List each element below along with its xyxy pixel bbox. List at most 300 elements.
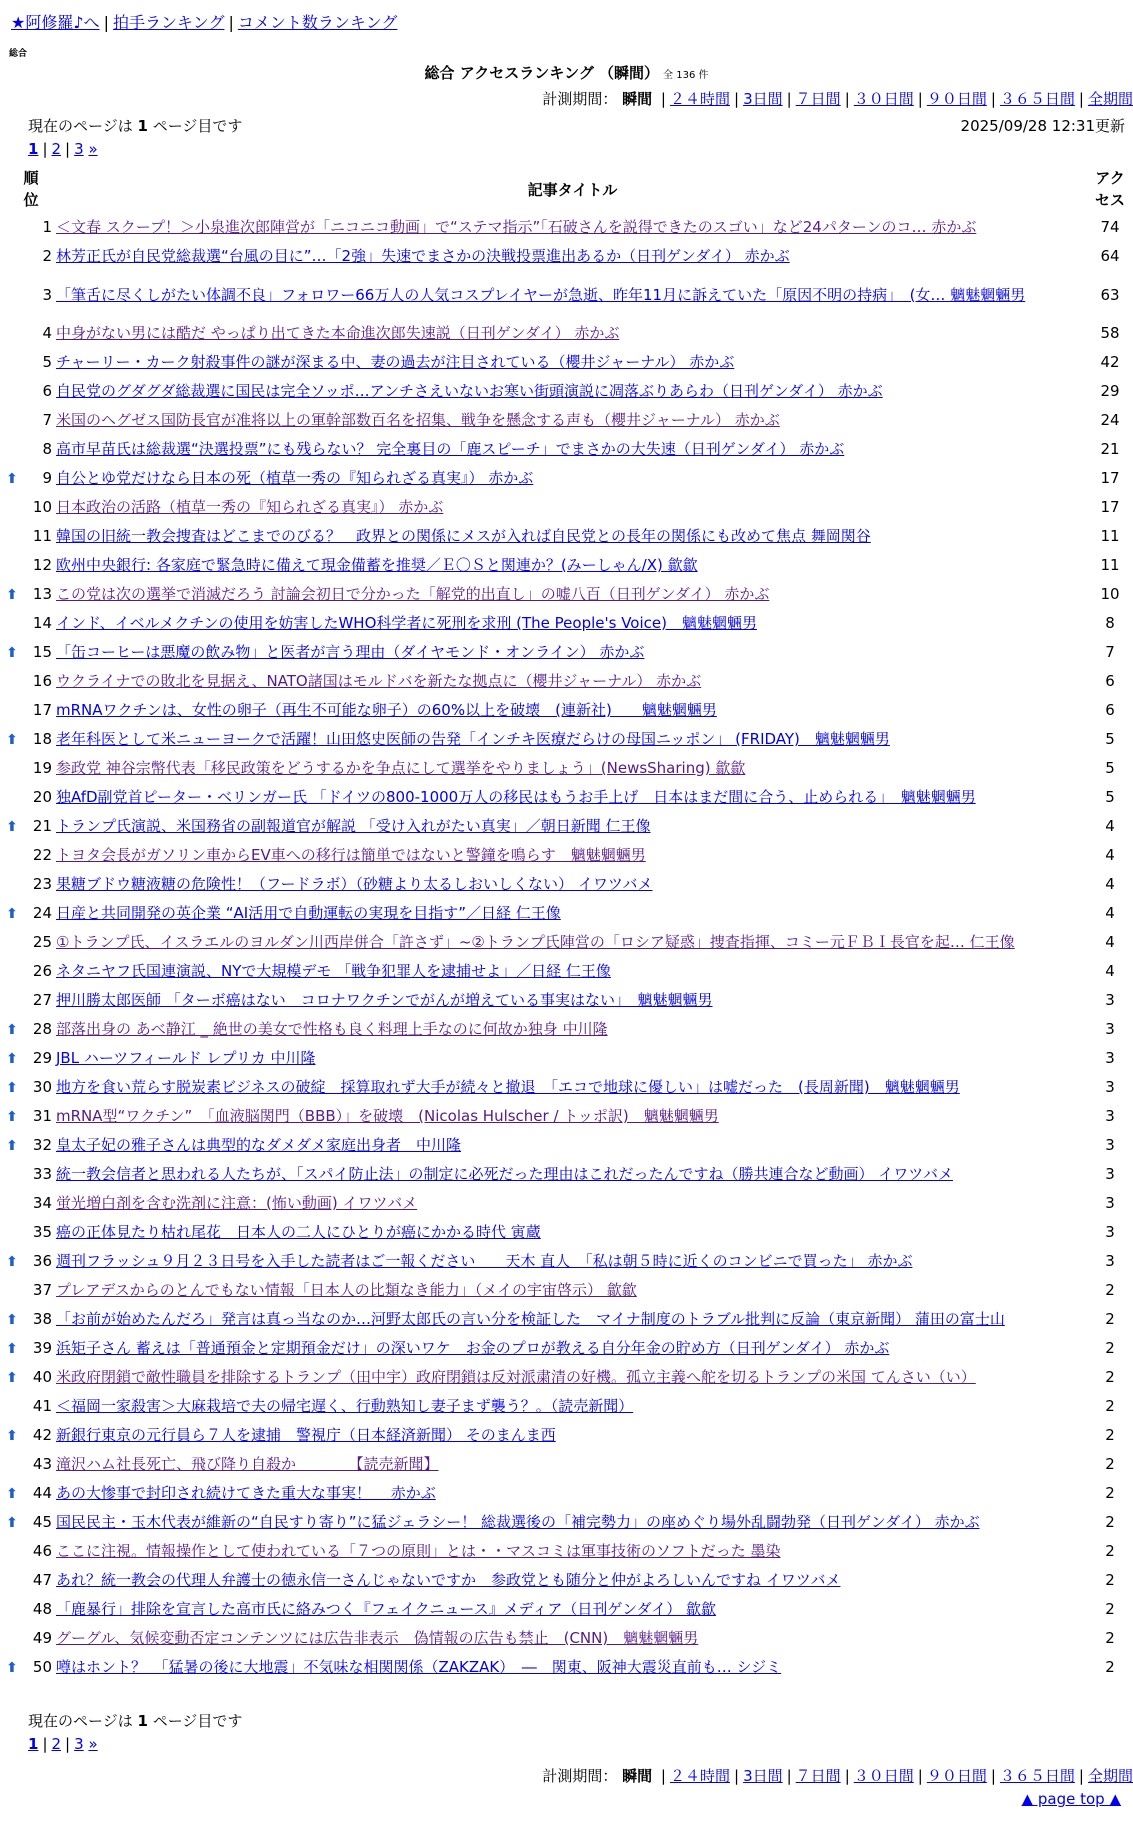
table-row	[6, 1073, 1131, 1102]
pager-separator: |	[65, 1735, 71, 1753]
rank-number: 19	[32, 759, 52, 777]
access-count: 4	[1105, 962, 1115, 980]
access-count: 2	[1105, 1658, 1115, 1676]
access-count: 2	[1105, 1310, 1115, 1328]
access-count: 3	[1105, 1020, 1115, 1038]
table-row	[6, 522, 1131, 551]
access-count: 4	[1105, 933, 1115, 951]
table-row	[6, 406, 1131, 435]
period-link[interactable]: ３６５日間	[999, 1767, 1075, 1785]
table-row	[6, 1160, 1131, 1189]
title-cell	[56, 1247, 1089, 1276]
table-row	[6, 1334, 1131, 1363]
title-cell	[56, 1537, 1089, 1566]
title-cell	[56, 957, 1089, 986]
rank-number: 42	[32, 1426, 52, 1444]
table-row	[6, 1189, 1131, 1218]
article-link[interactable]: あれ？統一教会の代理人弁護士の徳永信一さんじゃないですか 参政党とも随分と仲がよろしいんですね イワツバメ	[56, 1571, 841, 1589]
article-link[interactable]: 滝沢ハム社長死亡、飛び降り自殺か 【読売新聞】	[56, 1455, 439, 1473]
period-link[interactable]: ３０日間	[853, 90, 914, 108]
trend-cell	[6, 406, 18, 435]
page-indicator-suffix: ページ目です	[147, 117, 243, 135]
rank-number: 1	[42, 218, 52, 236]
access-count: 3	[1105, 1078, 1115, 1096]
period-link[interactable]: ９０日間	[926, 90, 987, 108]
comment-ranking-link[interactable]: コメント数ランキング	[237, 13, 398, 32]
up-arrow-icon: ⬆	[6, 1079, 18, 1096]
rank-number: 25	[32, 933, 52, 951]
article-link[interactable]: 部落出身の あべ静江 _ 絶世の美女で性格も良く料理上手なのに何故か独身 中川隆	[56, 1020, 608, 1038]
article-link[interactable]: mRNA型“ワクチン” 「血液脳関門（BBB）」を破壊 (Nicolas Hulscher / トッポ訳) 魑魅魍魎男	[56, 1107, 719, 1125]
access-count: 64	[1100, 247, 1120, 265]
table-row	[6, 1566, 1131, 1595]
title-cell	[56, 1334, 1089, 1363]
table-row	[6, 667, 1131, 696]
rank-number: 10	[32, 498, 52, 516]
header-access: アクセス	[1094, 169, 1125, 209]
up-arrow-icon: ⬆	[6, 1021, 18, 1038]
title-cell	[56, 1653, 1089, 1682]
trend-cell	[6, 638, 18, 667]
trend-cell	[6, 580, 18, 609]
trend-cell	[6, 1479, 18, 1508]
article-link[interactable]: 日産と共同開発の英企業 “AI活用で自動運転の実現を目指す”／日経 仁王像	[56, 904, 561, 922]
up-arrow-icon: ⬆	[6, 1514, 18, 1531]
trend-cell	[6, 928, 18, 957]
table-row	[6, 271, 1131, 319]
updated-timestamp: 2025/09/28 12:31更新	[960, 117, 1125, 135]
title-cell	[56, 1131, 1089, 1160]
trend-cell	[6, 725, 18, 754]
title-cell	[56, 1392, 1089, 1421]
rank-number: 45	[32, 1513, 52, 1531]
period-separator: |	[1078, 90, 1084, 108]
pager-next-link[interactable]: »	[88, 1735, 98, 1753]
rank-number: 31	[32, 1107, 52, 1125]
title-cell	[56, 406, 1089, 435]
trend-cell	[6, 271, 18, 319]
article-link[interactable]: この党は次の選挙で消滅だろう 討論会初日で分かった「解党的出直し」の嘘八百（日刊ゲンダイ） 赤かぶ	[56, 585, 770, 603]
access-count: 4	[1105, 875, 1115, 893]
pager-separator: |	[65, 140, 71, 158]
access-count: 17	[1100, 469, 1120, 487]
trend-cell	[6, 1015, 18, 1044]
article-link[interactable]: 韓国の旧統一教会捜査はどこまでのびる？ 政界との関係にメスが入れば自民党との長年の関係にも改めて焦点 舞岡関谷	[56, 527, 871, 545]
access-count: 3	[1105, 1252, 1115, 1270]
title-cell	[56, 1624, 1089, 1653]
article-link[interactable]: 中身がない男には酷だ やっぱり出てきた本命進次郎失速説（日刊ゲンダイ） 赤かぶ	[56, 324, 620, 342]
title-cell	[56, 493, 1089, 522]
access-count: 74	[1100, 218, 1120, 236]
period-link[interactable]: 3日間	[743, 1767, 783, 1785]
access-count: 2	[1105, 1600, 1115, 1618]
title-cell	[56, 522, 1089, 551]
table-row	[6, 1537, 1131, 1566]
period-link[interactable]: 全期間	[1087, 90, 1133, 108]
access-count: 2	[1105, 1513, 1115, 1531]
table-row	[6, 1247, 1131, 1276]
article-link[interactable]: 高市早苗氏は総裁選“決選投票”にも残らない？ 完全裏目の「鹿スピーチ」でまさかの大失速（日刊ゲンダイ） 赤かぶ	[56, 440, 845, 458]
table-row	[6, 1508, 1131, 1537]
rank-number: 15	[32, 643, 52, 661]
page-indicator-suffix: ページ目です	[147, 1712, 243, 1730]
access-count: 42	[1100, 353, 1120, 371]
article-link[interactable]: 米政府閉鎖で敵性職員を排除するトランプ（田中宇）政府閉鎖は反対派粛清の好機。孤立主義へ舵を切るトランプの米国 てんさい（い）	[56, 1368, 976, 1386]
article-link[interactable]: チャーリー・カーク射殺事件の謎が深まる中、妻の過去が注目されている（櫻井ジャーナル） 赤かぶ	[56, 353, 735, 371]
up-arrow-icon: ⬆	[6, 1050, 18, 1067]
table-row	[6, 1131, 1131, 1160]
table-row	[6, 551, 1131, 580]
page-title	[0, 62, 1133, 83]
period-link[interactable]: ７日間	[795, 1767, 841, 1785]
trend-cell	[6, 986, 18, 1015]
access-count: 29	[1100, 382, 1120, 400]
trend-cell	[6, 377, 18, 406]
access-count: 21	[1100, 440, 1120, 458]
access-count: 17	[1100, 498, 1120, 516]
table-row	[6, 986, 1131, 1015]
title-cell	[56, 1479, 1089, 1508]
rank-number: 43	[32, 1455, 52, 1473]
table-row	[6, 1305, 1131, 1334]
clap-ranking-link[interactable]: 拍手ランキング	[112, 13, 225, 32]
rank-number: 35	[32, 1223, 52, 1241]
table-row	[6, 725, 1131, 754]
article-link[interactable]: 皇太子妃の雅子さんは典型的なダメダメ家庭出身者 中川隆	[56, 1136, 462, 1154]
rank-number: 7	[42, 411, 52, 429]
trend-cell	[6, 1102, 18, 1131]
period-link[interactable]: 3日間	[743, 90, 783, 108]
trend-cell	[6, 213, 18, 242]
trend-cell	[6, 1595, 18, 1624]
access-count: 4	[1105, 904, 1115, 922]
page-indicator-bottom	[28, 1710, 242, 1731]
article-count: 全 136 件	[663, 70, 709, 81]
up-arrow-icon: ⬆	[6, 1427, 18, 1444]
trend-cell	[6, 841, 18, 870]
trend-cell	[6, 870, 18, 899]
pager-page-link[interactable]: 3	[74, 1735, 84, 1753]
title-cell	[56, 986, 1089, 1015]
period-link[interactable]: ２４時間	[669, 90, 730, 108]
table-header	[6, 165, 1131, 213]
rank-number: 9	[42, 469, 52, 487]
article-link[interactable]: 「筆舌に尽くしがたい体調不良」フォロワー66万人の人気コスプレイヤーが急逝、昨年11月に訴えていた「原因不明の持病」 (女… 魑魅魍魎男	[56, 285, 1026, 304]
period-links	[657, 90, 1133, 108]
period-current: 瞬間	[622, 90, 653, 108]
trend-cell	[6, 812, 18, 841]
table-row	[6, 1363, 1131, 1392]
rank-number: 30	[32, 1078, 52, 1096]
rank-number: 16	[32, 672, 52, 690]
period-separator: |	[734, 90, 740, 108]
access-count: 2	[1105, 1397, 1115, 1415]
trend-cell	[6, 1653, 18, 1682]
pager-current-page[interactable]: 1	[28, 1735, 39, 1753]
title-cell	[56, 1189, 1089, 1218]
page-top-link[interactable]: ▲ page top ▲	[1021, 1790, 1121, 1808]
article-link[interactable]: インド、イベルメクチンの使用を妨害したWHO科学者に死刑を求刑 (The People's Voice) 魑魅魍魎男	[56, 614, 757, 632]
title-cell	[56, 841, 1089, 870]
article-link[interactable]: 「鹿暴行」排除を宣言した高市氏に絡みつく『フェイクニュース』メディア（日刊ゲンダイ） 歙歙	[56, 1600, 716, 1618]
pager-separator: |	[42, 140, 48, 158]
home-link[interactable]: ★阿修羅♪へ	[11, 13, 100, 32]
trend-cell	[6, 1247, 18, 1276]
trend-cell	[6, 551, 18, 580]
title-cell	[56, 377, 1089, 406]
rank-number: 14	[32, 614, 52, 632]
article-link[interactable]: プレアデスからのとんでもない情報「日本人の比類なき能力」（メイの宇宙啓示） 歙歙	[56, 1281, 637, 1299]
pager-current-page[interactable]: 1	[28, 140, 39, 158]
article-link[interactable]: 地方を食い荒らす脱炭素ビジネスの破綻 採算取れず大手が続々と撤退 「エコで地球に優しい」は嘘だった (長周新聞) 魑魅魍魎男	[56, 1078, 960, 1096]
pager-next-link[interactable]: »	[88, 140, 98, 158]
rank-number: 2	[42, 247, 52, 265]
access-count: 4	[1105, 846, 1115, 864]
article-link[interactable]: ＜福岡一家殺害＞大麻栽培で夫の帰宅遅く、行動熟知し妻子まず襲う？。（読売新聞）	[56, 1397, 634, 1415]
period-link[interactable]: ７日間	[795, 90, 841, 108]
article-link[interactable]: 参政党 神谷宗幣代表「移民政策をどうするかを争点にして選挙をやりましょう」(NewsSharing) 歙歙	[56, 759, 746, 777]
access-count: 2	[1105, 1281, 1115, 1299]
up-arrow-icon: ⬆	[6, 586, 18, 603]
title-cell	[56, 928, 1089, 957]
article-link[interactable]: 自公とゆ党だけなら日本の死（植草一秀の『知られざる真実』） 赤かぶ	[56, 469, 534, 487]
article-link[interactable]: ここに注視。情報操作として使われている「７つの原則」とは・・マスコミは軍事技術のソフトだった 墨染	[56, 1542, 781, 1560]
period-separator: |	[844, 1767, 850, 1785]
article-link[interactable]: 噂はホント？ 「猛暑の後に大地震」不気味な相関関係（ZAKZAK） ― 関東、阪神大震災直前も… シジミ	[56, 1658, 782, 1676]
trend-cell	[6, 754, 18, 783]
title-cell	[56, 580, 1089, 609]
table-row	[6, 928, 1131, 957]
article-link[interactable]: トランプ氏演説、米国務省の副報道官が解説 「受け入れがたい真実」／朝日新聞 仁王像	[56, 817, 651, 835]
trend-cell	[6, 522, 18, 551]
period-separator: |	[786, 1767, 792, 1785]
access-count: 7	[1105, 643, 1115, 661]
article-link[interactable]: 果糖ブドウ糖液糖の危険性！（フードラボ）（砂糖より太るしおいしくない） イワツバメ	[56, 875, 653, 893]
pager-bottom	[28, 1735, 98, 1753]
table-row	[6, 696, 1131, 725]
title-cell	[56, 754, 1089, 783]
article-link[interactable]: グーグル、気候変動否定コンテンツには広告非表示 偽情報の広告も禁止 (CNN) 魑魅魍魎男	[56, 1629, 699, 1647]
table-row	[6, 1218, 1131, 1247]
article-link[interactable]: 「お前が始めたんだろ」発言は真っ当なのか…河野太郎氏の言い分を検証した マイナ制度のトラブル批判に反論（東京新聞） 蒲田の富士山	[56, 1310, 1005, 1328]
period-separator: |	[844, 90, 850, 108]
period-link[interactable]: 全期間	[1087, 1767, 1133, 1785]
access-count: 8	[1105, 614, 1115, 632]
trend-cell	[6, 464, 18, 493]
page-indicator-prefix: 現在のページは	[28, 1712, 138, 1730]
trend-cell	[6, 1450, 18, 1479]
title-cell	[56, 1450, 1089, 1479]
trend-cell	[6, 1363, 18, 1392]
rank-number: 8	[42, 440, 52, 458]
table-row	[6, 242, 1131, 271]
table-row	[6, 580, 1131, 609]
trend-cell	[6, 1218, 18, 1247]
title-cell	[56, 1044, 1089, 1073]
article-link[interactable]: 欧州中央銀行: 各家庭で緊急時に備えて現金備蓄を推奨／Ｅ〇Ｓと関連か？(みーしゃん/X) 歙歙	[56, 556, 698, 574]
table-row	[6, 493, 1131, 522]
rank-number: 24	[32, 904, 52, 922]
title-cell	[56, 348, 1089, 377]
table-row	[6, 638, 1131, 667]
article-link[interactable]: JBL ハーツフィールド レプリカ 中川隆	[56, 1049, 316, 1067]
rank-number: 32	[32, 1136, 52, 1154]
article-link[interactable]: 週刊フラッシュ９月２３日号を入手した読者はご一報ください 天木 直人 「私は朝５時に近くのコンビニで買った」 赤かぶ	[56, 1252, 913, 1270]
page-indicator-prefix: 現在のページは	[28, 117, 138, 135]
article-link[interactable]: 癌の正体見たり枯れ尾花 日本人の二人にひとりが癌にかかる時代 寅蔵	[56, 1223, 541, 1241]
title-cell	[56, 213, 1089, 242]
access-count: 58	[1100, 324, 1120, 342]
article-link[interactable]: トヨタ会長がガソリン車からEV車への移行は簡単ではないと警鐘を鳴らす 魑魅魍魎男	[56, 846, 646, 864]
trend-cell	[6, 435, 18, 464]
title-cell	[56, 667, 1089, 696]
period-separator: |	[734, 1767, 740, 1785]
trend-cell	[6, 1392, 18, 1421]
access-count: 5	[1105, 788, 1115, 806]
article-link[interactable]: 日本政治の活路（植草一秀の『知られざる真実』） 赤かぶ	[56, 498, 444, 516]
pager-page-link[interactable]: 2	[51, 140, 62, 158]
title-cell	[56, 1508, 1089, 1537]
page-indicator-top	[28, 115, 242, 136]
period-link[interactable]: ３６５日間	[999, 90, 1075, 108]
rank-number: 20	[32, 788, 52, 806]
trend-cell	[6, 1508, 18, 1537]
rank-number: 33	[32, 1165, 52, 1183]
article-link[interactable]: 老年科医として米ニューヨークで活躍！山田悠史医師の告発「インチキ医療だらけの母国ニッポン」 (FRIDAY) 魑魅魍魎男	[56, 730, 890, 748]
rank-number: 46	[32, 1542, 52, 1560]
period-label: 計測期間：	[542, 90, 618, 108]
article-link[interactable]: 「缶コーヒーは悪魔の飲み物」と医者が言う理由（ダイヤモンド・オンライン） 赤かぶ	[56, 643, 645, 661]
ranking-body	[6, 213, 1131, 1682]
period-separator: |	[990, 1767, 996, 1785]
period-link[interactable]: ２４時間	[669, 1767, 730, 1785]
trend-cell	[6, 319, 18, 348]
nav-separator: |	[228, 13, 234, 32]
article-link[interactable]: 蛍光増白剤を含む洗剤に注意：(怖い動画) イワツバメ	[56, 1194, 418, 1212]
article-link[interactable]: 国民民主・玉木代表が維新の“自民すり寄り”に猛ジェラシー！ 総裁選後の「補完勢力」の座めぐり場外乱闘勃発（日刊ゲンダイ） 赤かぶ	[56, 1513, 980, 1531]
article-link[interactable]: ネタニヤフ氏国連演説、NYで大規模デモ 「戦争犯罪人を逮捕せよ」／日経 仁王像	[56, 962, 611, 980]
title-cell	[56, 1160, 1089, 1189]
article-link[interactable]: 自民党のグダグダ総裁選に国民は完全ソッポ…アンチさえいないお寒い街頭演説に凋落ぶりあらわ（日刊ゲンダイ） 赤かぶ	[56, 382, 883, 400]
up-arrow-icon: ⬆	[6, 1340, 18, 1357]
access-count: 24	[1100, 411, 1120, 429]
trend-cell	[6, 667, 18, 696]
access-count: 6	[1105, 701, 1115, 719]
title-cell	[56, 1421, 1089, 1450]
title-cell	[56, 870, 1089, 899]
title-cell	[56, 783, 1089, 812]
rank-number: 3	[42, 285, 52, 304]
access-count: 2	[1105, 1455, 1115, 1473]
title-cell	[56, 725, 1089, 754]
trend-cell	[6, 1131, 18, 1160]
header-rank: 順位	[23, 169, 39, 209]
period-link[interactable]: ３０日間	[853, 1767, 914, 1785]
rank-number: 41	[32, 1397, 52, 1415]
title-cell	[56, 1102, 1089, 1131]
rank-number: 22	[32, 846, 52, 864]
period-separator: |	[786, 90, 792, 108]
article-link[interactable]: 浜矩子さん 蓄えは「普通預金と定期預金だけ」の深いワケ お金のプロが教える自分年金の貯め方（日刊ゲンダイ） 赤かぶ	[56, 1339, 890, 1357]
up-arrow-icon: ⬆	[6, 1253, 18, 1270]
up-arrow-icon: ⬆	[6, 644, 18, 661]
article-link[interactable]: ＜文春 スクープ！＞小泉進次郎陣営が「ニコニコ動画」で“ステマ指示”「石破さんを説得できたのスゴい」など24パターンのコ… 赤かぶ	[56, 218, 977, 236]
article-link[interactable]: ウクライナでの敗北を見据え、NATO諸国はモルドバを新たな拠点に（櫻井ジャーナル） 赤かぶ	[56, 672, 702, 690]
up-arrow-icon: ⬆	[6, 1311, 18, 1328]
trend-cell	[6, 957, 18, 986]
title-cell	[56, 696, 1089, 725]
table-row	[6, 812, 1131, 841]
period-current: 瞬間	[622, 1767, 653, 1785]
table-row	[6, 348, 1131, 377]
article-link[interactable]: 統一教会信者と思われる人たちが、「スパイ防止法」の制定に必死だった理由はこれだったんですね（勝共連合など動画） イワツバメ	[56, 1165, 953, 1183]
article-link[interactable]: 押川勝太郎医師 「ターボ癌はない コロナワクチンでがんが増えている事実はない」 魑魅魍魎男	[56, 991, 713, 1009]
trend-cell	[6, 1189, 18, 1218]
pager-top	[28, 140, 98, 158]
up-arrow-icon: ⬆	[6, 1137, 18, 1154]
page-top-link-wrap	[1022, 1790, 1121, 1808]
title-cell	[56, 1218, 1089, 1247]
rank-number: 38	[32, 1310, 52, 1328]
trend-cell	[6, 1276, 18, 1305]
article-link[interactable]: 新銀行東京の元行員ら７人を逮捕 警視庁（日本経済新聞） そのまんま西	[56, 1426, 556, 1444]
access-count: 2	[1105, 1368, 1115, 1386]
rank-number: 37	[32, 1281, 52, 1299]
up-arrow-icon: ⬆	[6, 818, 18, 835]
access-count: 2	[1105, 1484, 1115, 1502]
period-link[interactable]: ９０日間	[926, 1767, 987, 1785]
title-cell	[56, 551, 1089, 580]
title-cell	[56, 899, 1089, 928]
access-count: 5	[1105, 730, 1115, 748]
title-cell	[56, 1363, 1089, 1392]
rank-number: 44	[32, 1484, 52, 1502]
up-arrow-icon: ⬆	[6, 1485, 18, 1502]
table-row	[6, 899, 1131, 928]
pager-page-link[interactable]: 2	[51, 1735, 62, 1753]
article-link[interactable]: あの大惨事で封印され続けてきた重大な事実！ 赤かぶ	[56, 1484, 436, 1502]
access-count: 2	[1105, 1571, 1115, 1589]
title-cell	[56, 1276, 1089, 1305]
title-cell	[56, 1073, 1089, 1102]
period-selector-top	[542, 88, 1133, 109]
access-count: 5	[1105, 759, 1115, 777]
article-link[interactable]: 米国のヘグゼス国防長官が准将以上の軍幹部数百名を招集、戦争を懸念する声も（櫻井ジャーナル） 赤かぶ	[56, 411, 780, 429]
access-count: 3	[1105, 1165, 1115, 1183]
period-separator: |	[990, 90, 996, 108]
trend-cell	[6, 493, 18, 522]
title-cell	[56, 435, 1089, 464]
rank-number: 13	[32, 585, 52, 603]
article-link[interactable]: mRNAワクチンは、女性の卵子（再生不可能な卵子）の60%以上を破壊 (連新社) 魑魅魍魎男	[56, 701, 717, 719]
title-cell	[56, 609, 1089, 638]
table-row	[6, 1276, 1131, 1305]
trend-cell	[6, 1073, 18, 1102]
article-link[interactable]: 林芳正氏が自民党総裁選“台風の目に”…「2強」失速でまさかの決戦投票進出あるか（日刊ゲンダイ） 赤かぶ	[56, 247, 790, 265]
nav-separator: |	[103, 13, 109, 32]
period-separator: |	[660, 1767, 666, 1785]
article-link[interactable]: 独AfD副党首ピーター・ベリンガー氏 「ドイツの800-1000万人の移民はもうお手上げ 日本はまだ間に合う、止められる」 魑魅魍魎男	[56, 788, 976, 806]
trend-cell	[6, 1305, 18, 1334]
article-link[interactable]: ①トランプ氏、イスラエルのヨルダン川西岸併合「許さず」~②トランプ氏陣営の「ロシア疑惑」捜査指揮、コミー元ＦＢＩ長官を起… 仁王像	[56, 933, 1015, 951]
trend-cell	[6, 1334, 18, 1363]
up-arrow-icon: ⬆	[6, 1369, 18, 1386]
rank-number: 36	[32, 1252, 52, 1270]
access-count: 3	[1105, 1107, 1115, 1125]
pager-page-link[interactable]: 3	[74, 140, 84, 158]
rank-number: 34	[32, 1194, 52, 1212]
trend-cell	[6, 1044, 18, 1073]
